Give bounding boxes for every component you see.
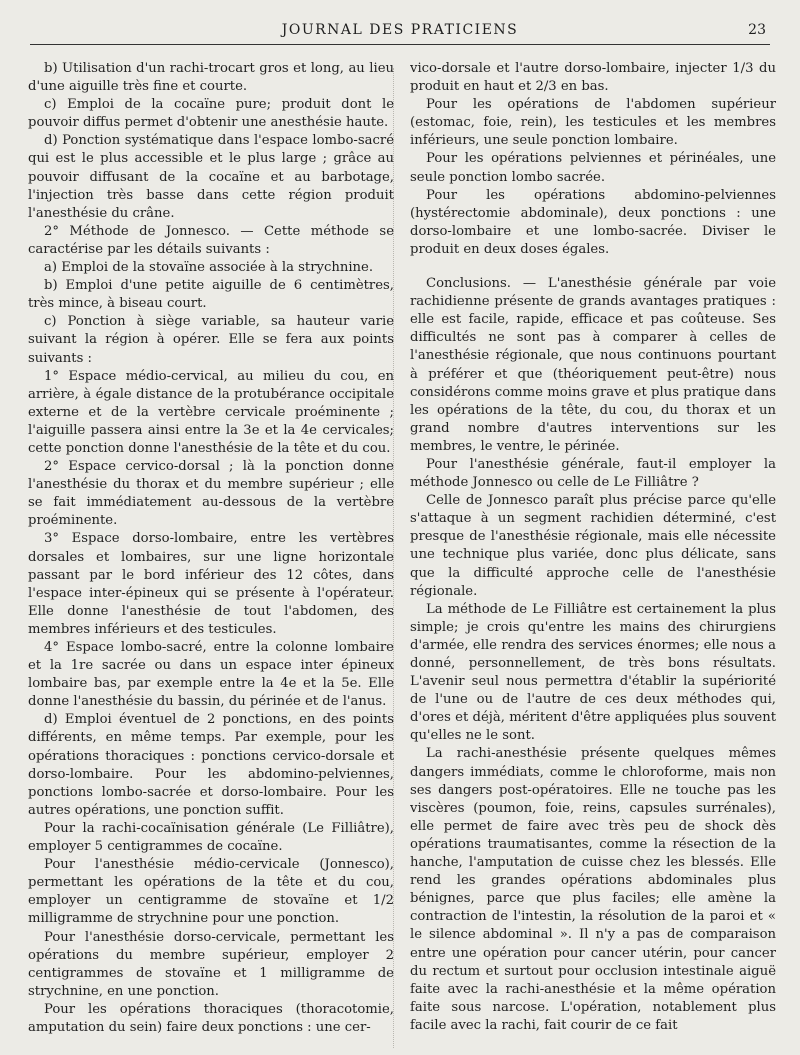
paragraph: Celle de Jonnesco paraît plus précise parce qu'elle s'attaque à un segment rachidien déterminé, c'est presque de l'anesthésie régionale, mais elle nécessite une technique plus variée, donc plus délicate, sans que la difficulté approche celle de l'anesthésie régionale.	[410, 493, 776, 599]
paragraph: 2° Méthode de Jonnesco. — Cette méthode se caractérise par les détails suivants :	[28, 223, 394, 257]
text-columns	[28, 60, 776, 1047]
paragraph: 2° Espace cervico-dorsal ; là la ponction donne l'anesthésie du thorax et du membre supérieur ; elle se fait immédiatement au-dessous de la vertèbre proéminente.	[28, 459, 394, 529]
paragraph: Pour la rachi-cocaïnisation générale (Le Filliâtre), employer 5 centigrammes de cocaïne.	[28, 820, 394, 855]
paragraph: Pour les opérations de l'abdomen supérieur (estomac, foie, rein), les testicules et les membres inférieurs, une seule ponction lombaire.	[410, 97, 776, 149]
page-header	[30, 18, 770, 45]
paragraph: b) Utilisation d'un rachi-trocart gros et long, au lieu d'une aiguille très fine et courte.	[28, 61, 394, 95]
paragraph: 4° Espace lombo-sacré, entre la colonne lombaire et la 1re sacrée ou dans un espace inter épineux lombaire bas, par exemple entre la 4e et la 5e. Elle donne l'anesthésie du bassin, du périnée et de l'anus.	[28, 640, 394, 710]
paragraph: b) Emploi d'une petite aiguille de 6 centimètres, très mince, à biseau court.	[28, 278, 394, 312]
paragraph: 1° Espace médio-cervical, au milieu du cou, en arrière, à égale distance de la protubérance occipitale externe et de la vertèbre cervicale proéminente ; l'aiguille passera ainsi entre la 3e et la 4e cervicales; cette ponction donne l'anesthésie de la tête et du cou.	[28, 368, 394, 456]
journal-title: JOURNAL DES PRATICIENS	[281, 22, 519, 38]
paragraph: Pour l'anesthésie dorso-cervicale, permettant les opérations du membre supérieur, employer 2 centigrammes de stovaïne et 1 milligramme de strychnine, en une ponction.	[28, 929, 394, 999]
page-number: 23	[748, 22, 766, 38]
paragraph: c) Emploi de la cocaïne pure; produit dont le pouvoir diffus permet d'obtenir une anesthésie haute.	[28, 97, 394, 131]
paragraph: Pour les opérations pelviennes et périnéales, une seule ponction lombo sacrée.	[410, 151, 776, 185]
paragraph: Pour l'anesthésie générale, faut-il employer la méthode Jonnesco ou celle de Le Filliâtre ?	[410, 456, 776, 491]
paragraph: d) Emploi éventuel de 2 ponctions, en des points différents, en même temps. Par exemple, pour les opérations thoraciques : ponctions cervico-dorsale et dorso-lombaire. Pour les abdomino-pelviennes, ponctions lombo-sacrée et dorso-lombaire. Pour les autres opérations, une ponction suffit.	[28, 712, 394, 818]
paragraph: vico-dorsale et l'autre dorso-lombaire, injecter 1/3 du produit en haut et 2/3 en bas.	[410, 61, 776, 95]
paragraph: Pour les opérations abdomino-pelviennes (hystérectomie abdominale), deux ponctions : une dorso-lombaire et une lombo-sacrée. Diviser le produit en deux doses égales.	[410, 187, 776, 257]
paragraph: Pour l'anesthésie médio-cervicale (Jonnesco), permettant les opérations de la tête et du cou, employer un centigramme de stovaïne et 1/2 milligramme de strychnine pour une ponction.	[28, 857, 394, 927]
paragraph: d) Ponction systématique dans l'espace lombo-sacré qui est le plus accessible et le plus large ; grâce au pouvoir diffusant de la cocaïne et au barbotage, l'injection très basse dans cette région produit l'anesthésie du crâne.	[28, 133, 394, 221]
paragraph: Pour les opérations thoraciques (thoracotomie, amputation du sein) faire deux ponctions : une cer-	[28, 1001, 394, 1035]
conclusions-paragraph: Conclusions. — L'anesthésie générale par voie rachidienne présente de grands avantages pratiques : elle est facile, rapide, efficace et pas coûteuse. Ses difficultés ne sont pas à comparer à celles de l'anesthésie régionale, que nous continuons pourtant à préférer et que (théoriquement peut-être) nous considérons comme moins grave et plus pratique dans les opérations de la tête, du cou, du thorax et un grand nombre d'autres interventions sur les membres, le ventre, le périnée.	[410, 276, 776, 454]
left-column	[28, 60, 394, 1047]
paragraph: a) Emploi de la stovaïne associée à la strychnine.	[44, 260, 374, 276]
paragraph: c) Ponction à siège variable, sa hauteur varie suivant la région à opérer. Elle se fera aux points suivants :	[28, 314, 394, 366]
paragraph: La rachi-anesthésie présente quelques mêmes dangers immédiats, comme le chloroforme, mais non ses dangers post-opératoires. Elle ne touche pas les viscères (poumon, foie, reins, capsules surrénales), elle permet de faire avec très peu de shock dès opérations traumatisantes, comme la résection de la hanche, l'amputation de cuisse chez les blessés. Elle rend les grandes opérations abdominales plus bénignes, parce que plus faciles; elle amène la contraction de l'intestin, la résolution de la paroi et « le silence abdominal ». Il n'y a pas de comparaison entre une opération pour cancer utérin, pour cancer du rectum et surtout pour occlusion intestinale aiguë faite avec la rachi-anesthésie et la même opération faite sous narcose. L'opération, notablement plus facile avec la rachi, fait courir de ce fait	[410, 746, 776, 1033]
paragraph: La méthode de Le Filliâtre est certainement la plus simple; je crois qu'entre les mains des chirurgiens d'armée, elle rendra des services énormes; elle nous a donné, personnellement, de très bons résultats. L'avenir seul nous permettra d'établir la supériorité de l'une ou de l'autre de ces deux méthodes qui, d'ores et déjà, méritent d'être appliquées plus souvent qu'elles ne le sont.	[410, 601, 776, 744]
right-column	[410, 60, 776, 1047]
paragraph: 3° Espace dorso-lombaire, entre les vertèbres dorsales et lombaires, sur une ligne horizontale passant par le bord inférieur des 12 côtes, dans l'espace inter-épineux qui se présente à l'opérateur. Elle donne l'anesthésie de tout l'abdomen, des membres inférieurs et des testicules.	[28, 531, 394, 637]
